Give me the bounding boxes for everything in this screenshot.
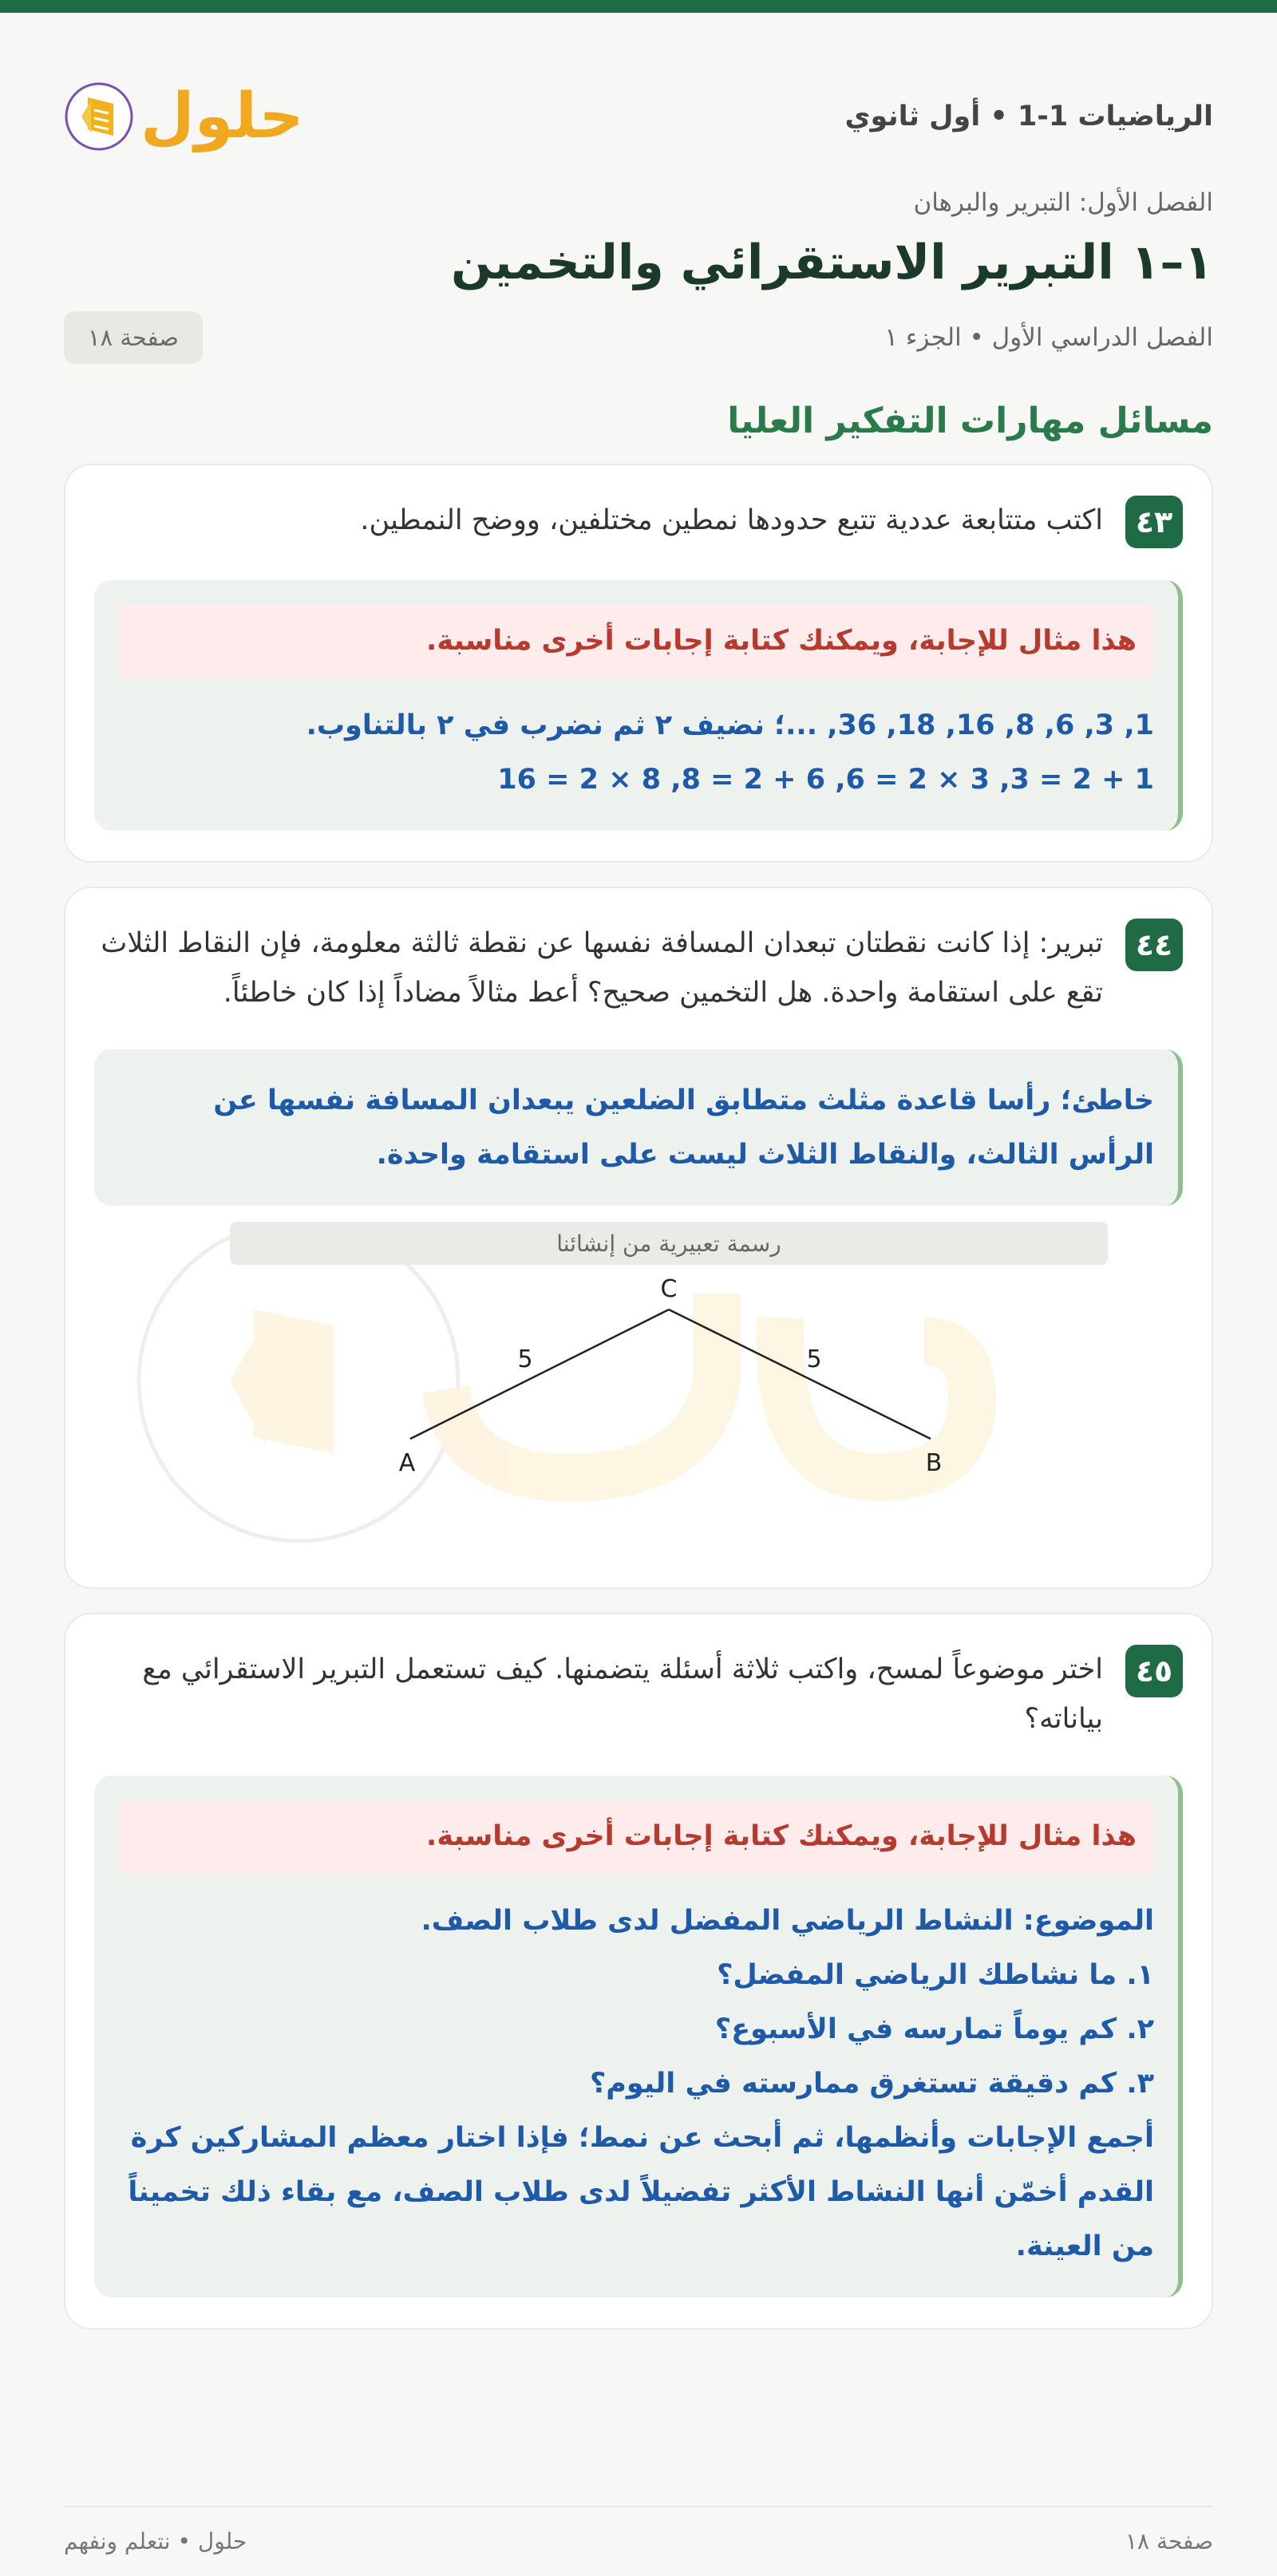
question-text: اختر موضوعاً لمسح، واكتب ثلاثة أسئلة يتضمنها. كيف تستعمل التبرير الاستقرائي مع بياناته؟ [142, 1653, 1103, 1735]
site-logo[interactable] [64, 80, 304, 153]
question-number-badge: ٤٤ [1125, 919, 1183, 971]
answer-line: 1 + 2 = 3, 3 × 2 = 6, 6 + 2 = 8, 8 × 2 = 16 [497, 764, 1154, 796]
page-number-badge: صفحة ١٨ [64, 311, 203, 364]
chapter-label: الفصل الأول: التبرير والبرهان [913, 188, 1213, 217]
answer-box [94, 580, 1183, 831]
footer-brand: حلول • نتعلم ونفهم [64, 2528, 247, 2554]
answer-box [94, 1776, 1183, 2297]
question-card-44 [64, 887, 1213, 1589]
question-text: تبرير: إذا كانت نقطتان تبعدان المسافة نفسها عن نقطة ثالثة معلومة، فإن النقاط الثلاث تقع على استقامة واحدة. هل التخمين صحيح؟ أعط مثالاً مضاداً إذا كان خاطئاً. [101, 927, 1103, 1009]
question-row [94, 919, 1183, 1017]
footer [64, 2506, 1213, 2554]
question-text: اكتب متتابعة عددية تتبع حدودها نمطين مختلفين، ووضح النمطين. [360, 504, 1103, 536]
page [0, 13, 1277, 2329]
question-number-badge: ٤٣ [1125, 496, 1183, 548]
side-length-cb: 5 [806, 1345, 822, 1373]
question-card-45 [64, 1613, 1213, 2329]
vertex-label-b: B [925, 1449, 943, 1477]
answer-line: خاطئ؛ رأسا قاعدة مثلث متطابق الضلعين يبعدان المسافة نفسها عن الرأس الثالث، والنقاط الثلاث ليست على استقامة واحدة. [213, 1085, 1154, 1171]
triangle-figure [94, 1222, 1183, 1557]
answer-line: ٣. كم دقيقة تستغرق ممارسته في اليوم؟ [589, 2068, 1154, 2100]
section-title: مسائل مهارات التفكير العليا [727, 401, 1213, 441]
watermark-logo-icon [139, 1222, 972, 1541]
answer-line: ١. ما نشاطك الرياضي المفضل؟ [717, 1959, 1154, 1991]
question-card-43 [64, 464, 1213, 863]
answer-line: الموضوع: النشاط الرياضي المفضل لدى طلاب الصف. [421, 1905, 1154, 1937]
lesson-meta-row [64, 311, 1213, 364]
header [64, 13, 1213, 188]
footer-page-number: صفحة ١٨ [1125, 2528, 1213, 2554]
logo-wordmark: حلول [140, 81, 304, 152]
answer-line: أجمع الإجابات وأنظمها، ثم أبحث عن نمط؛ فإذا اختار معظم المشاركين كرة القدم أخمّن أنها النشاط الأكثر تفضيلاً لدى طلاب الصف، مع بقاء ذلك تخميناً من العينة. [128, 2122, 1154, 2262]
question-row [94, 496, 1183, 548]
question-row [94, 1645, 1183, 1744]
vertex-label-c: C [660, 1275, 678, 1303]
example-answer-notice: هذا مثال للإجابة، ويمكنك كتابة إجابات أخرى مناسبة. [118, 604, 1154, 678]
figure-caption: رسمة تعبيرية من إنشائنا [230, 1222, 1108, 1265]
vertex-label-a: A [398, 1449, 416, 1477]
lesson-title: ١–١ التبرير الاستقرائي والتخمين [450, 235, 1213, 290]
example-answer-notice: هذا مثال للإجابة، ويمكنك كتابة إجابات أخرى مناسبة. [118, 1800, 1154, 1873]
answer-box [94, 1049, 1183, 1206]
question-number-badge: ٤٥ [1125, 1645, 1183, 1697]
triangle-diagram [94, 1222, 1186, 1557]
answer-line: 1, 3, 6, 8, 16, 18, 36, ...؛ نضيف ٢ ثم نضرب في ٢ بالتناوب. [306, 709, 1154, 741]
logo-book-icon [64, 80, 134, 153]
subject-title: الرياضيات 1-1 • أول ثانوي [844, 101, 1213, 132]
side-length-ca: 5 [517, 1345, 533, 1373]
semester-label: الفصل الدراسي الأول • الجزء ١ [884, 323, 1213, 352]
answer-line: ٢. كم يوماً تمارسه في الأسبوع؟ [714, 2013, 1154, 2045]
top-accent-bar [0, 0, 1277, 13]
